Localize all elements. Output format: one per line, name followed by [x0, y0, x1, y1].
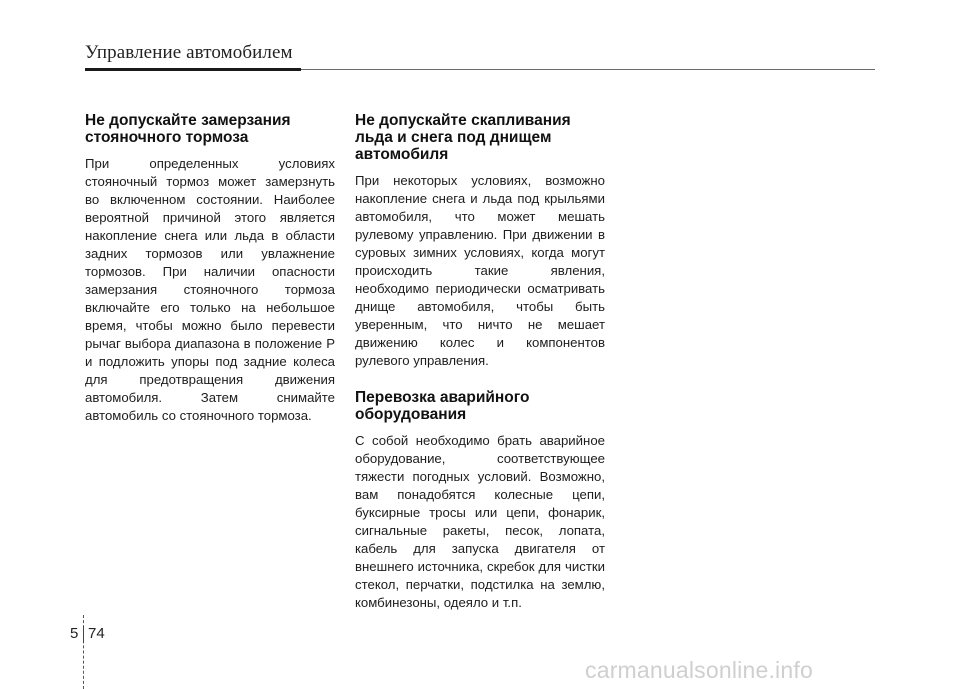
section-heading-ice-underbody: Не допускайте скапливания льда и снега под днищем автомобиля — [355, 112, 571, 163]
chapter-title: Управление автомобилем — [85, 42, 293, 63]
section-body-ice-underbody: При некоторых условиях, возможно накопление снега и льда под крыльями автомобиля, что может мешать рулевому управлению. При движении в суровых зимних условиях, когда могут происходить такие явления, необходимо периодически осматривать днище автомобиля, чтобы быть уверенным, что ничто не мешает движению колес и компонентов рулевого управления. — [355, 173, 605, 368]
section-body-parking-brake: При определенных условиях стояночный тормоз может замерзнуть во включенном состоянии. Наиболее вероятной причиной этого является накопление снега или льда в области задних тормозов или увлажнение тормозов. При наличии опасности замерзания стояночного тормоза включайте его только на небольшое время, чтобы можно было перевести рычаг выбора диапазона в положение P и подложить упоры под задние колеса для предотвращения движения автомобиля. Затем снимайте автомобиль со стояночного тормоза. — [85, 156, 335, 423]
watermark: carmanualsonline.info — [585, 657, 813, 683]
chapter-number: 5 — [70, 625, 79, 642]
page-number: 74 — [88, 625, 105, 642]
left-column — [85, 112, 335, 425]
section-body-emergency-equipment: С собой необходимо брать аварийное оборудование, соответствующее тяжести погодных условий. Возможно, вам понадобятся колесные цепи, буксирные тросы или цепи, фонарик, сигнальные ракеты, песок, лопата, кабель для запуска двигателя от внешнего источника, скребок для чистки стекол, перчатки, подстилка на землю, комбинезоны, одеяло и т.п. — [355, 433, 605, 610]
page-number-divider — [83, 626, 84, 643]
right-column — [355, 112, 605, 612]
section-heading-emergency-equipment: Перевозка аварийного оборудования — [355, 389, 530, 423]
section-heading-parking-brake: Не допускайте замерзания стояночного тормоза — [85, 112, 291, 146]
header-rule-accent — [85, 68, 301, 71]
